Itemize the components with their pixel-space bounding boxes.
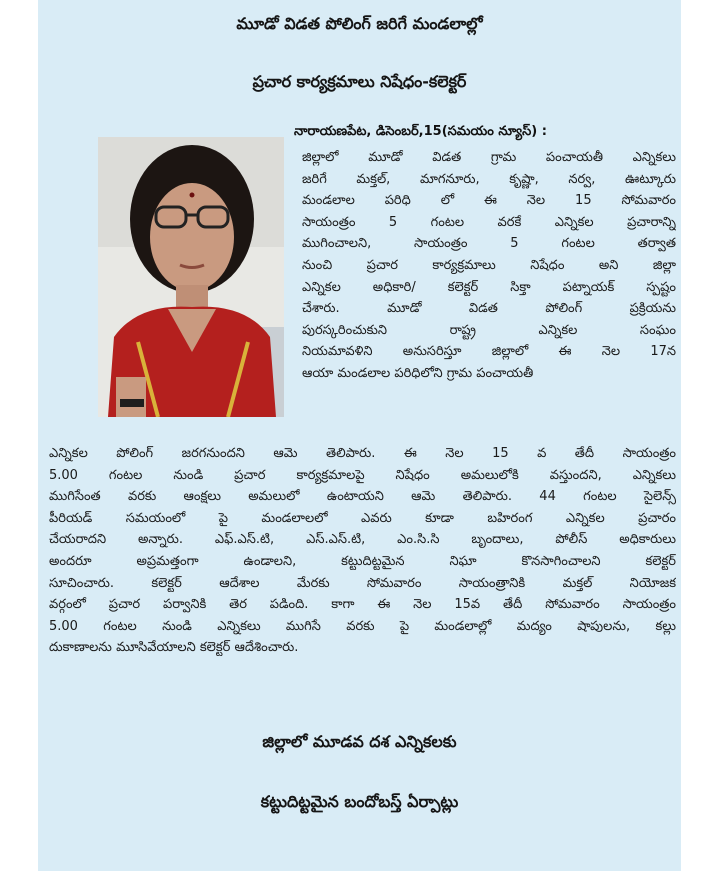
- headline-line-2: ప్రచార కార్యక్రమాలు నిషేధం-కలెక్టర్: [252, 72, 467, 91]
- article-text-line: చేశారు. మూడో విడత పోలింగ్ ప్రక్రియను: [302, 301, 676, 317]
- article-text-line: పీరియడ్ సమయంలో పై మండలాలలో ఎవరు కూడా బహిరంగ ఎన్నికల ప్రచారం: [49, 510, 676, 526]
- article-full-width-text: [49, 443, 676, 659]
- article-text-line: ముగించాలని, సాయంత్రం 5 గంటల తర్వాత: [302, 236, 676, 252]
- article-text-line: జిల్లాలో మూడో విడత గ్రామ పంచాయతీ ఎన్నికలు: [302, 150, 676, 165]
- article-text-line: ఎన్నికల అధికారి/ కలెక్టర్ సిక్తా పట్నాయక్ స్పష్టం: [302, 279, 676, 295]
- article-text-line: మండలాల పరిధి లో ఈ నెల 15 సోమవారం: [302, 193, 676, 209]
- subheadline-line-1: జిల్లాలో మూడవ దశ ఎన్నికలకు: [262, 732, 457, 751]
- article-column-text: [302, 147, 676, 385]
- article-text-line: సూచించారు. కలెక్టర్ ఆదేశాల మేరకు సోమవారం సాయంత్రానికి మక్తల్ నియోజక: [49, 575, 676, 591]
- article-text-line: వర్గంలో ప్రచార పర్వానికి తెర పడింది. కాగా ఈ నెల 15వ తేదీ సోమవారం సాయంత్రం: [49, 597, 676, 613]
- article-text-line: 5.00 గంటల నుండి ఎన్నికలు ముగిసే వరకు పై మండలాల్లో మద్యం షాపులను, కల్లు: [49, 618, 676, 634]
- article-text-line: నియమావళిని అనుసరిస్తూ జిల్లాలో ఈ నెల 17న: [302, 344, 676, 360]
- article-text-line: ఆయా మండలాల పరిధిలోని గ్రామ పంచాయతీ: [302, 365, 534, 381]
- article-text-line: నుంచి ప్రచార కార్యక్రమాలు నిషేధం అని జిల్లా: [302, 257, 676, 273]
- subheadline-line-2: కట్టుదిట్టమైన బందోబస్త్ ఏర్పాట్లు: [260, 792, 459, 811]
- article-text-line: ఎన్నికల పోలింగ్ జరగనుందని ఆమె తెలిపారు. ఈ నెల 15 వ తేదీ సాయంత్రం: [49, 446, 676, 461]
- article-text-line: 5.00 గంటల నుండి ప్రచార కార్యక్రమాలపై నిషేధం అమలులోకి వస్తుందని, ఎన్నికలు: [49, 467, 676, 483]
- portrait-illustration: [98, 137, 284, 417]
- article-text-line: జరిగే మక్తల్, మాగనూరు, కృష్ణా, నర్వ, ఊట్కూరు: [302, 171, 676, 187]
- article-dateline: నారాయణపేట, డిసెంబర్,15(సమయం న్యూస్) :: [294, 124, 547, 139]
- collector-portrait-photo: [98, 137, 284, 417]
- article-text-line: చేయరాదని అన్నారు. ఎఫ్.ఎస్.టి, ఎస్.ఎస్.టి, ఎం.సి.సి బృందాలు, పోలీస్ అధికారులు: [49, 532, 676, 548]
- article-text-line: పురస్కరించుకుని రాష్ట్ర ఎన్నికల సంఘం: [302, 322, 676, 338]
- article-text-line: ముగిసేంత వరకు ఆంక్షలు అమలులో ఉంటాయని ఆమె తెలిపారు. 44 గంటల సైలెన్స్: [49, 489, 676, 505]
- article-text-line: సాయంత్రం 5 గంటల వరకే ఎన్నికల ప్రచారాన్ని: [302, 214, 676, 230]
- article-text-line: అందరూ అప్రమత్తంగా ఉండాలని, కట్టుదిట్టమైన నిఘా కొనసాగించాలని కలెక్టర్: [49, 553, 676, 569]
- article-text-line: దుకాణాలను మూసివేయాలని కలెక్టర్ ఆదేశించారు.: [49, 640, 299, 656]
- headline-line-1: మూడో విడత పోలింగ్ జరిగే మండలాల్లో: [236, 14, 483, 33]
